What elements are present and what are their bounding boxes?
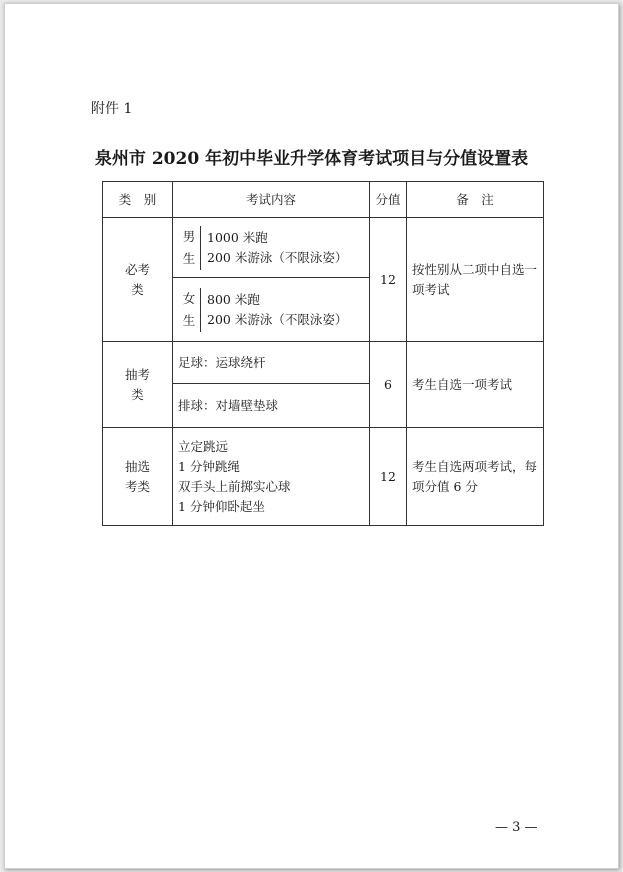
header-content: 考试内容 [173,182,370,218]
exam-table [102,181,544,526]
item-text: 800 米跑 [207,291,260,307]
page-title: 泉州市 2020 年初中毕业升学体育考试项目与分值设置表 [94,149,529,169]
header-remarks: 备 注 [407,182,544,218]
content-football: 足球：运球绕杆 [173,342,370,384]
header-category: 类 别 [103,182,173,218]
item-text: 双手头上前掷实心球 [178,478,291,494]
item-text: 1 分钟仰卧起坐 [178,498,265,514]
content-male [173,218,370,278]
gender-female: 女生 [178,288,201,332]
category-label: 抽选考类 [124,458,150,494]
gender-male: 男生 [178,226,201,270]
remarks-elective: 考生自选两项考试，每项分值 6 分 [407,428,544,526]
category-required [103,218,173,342]
category-label: 必考类 [124,261,150,297]
item-text: 1000 米跑 [207,229,268,245]
item-text: 立定跳远 [178,438,229,454]
remarks-required: 按性别从二项中自选一项考试 [407,218,544,342]
item-text: 200 米游泳（不限泳姿） [207,249,348,265]
table-row [103,218,544,278]
category-label: 抽考类 [124,366,150,402]
category-random [103,342,173,428]
score-required: 12 [370,218,407,342]
remarks-random: 考生自选一项考试 [407,342,544,428]
score-elective: 12 [370,428,407,526]
category-elective [103,428,173,526]
document-page [4,3,619,869]
content-volleyball: 排球：对墙壁垫球 [173,384,370,428]
content-female [173,278,370,342]
content-elective [173,428,370,526]
table-row [103,342,544,384]
score-random: 6 [370,342,407,428]
item-text: 1 分钟跳绳 [178,458,240,474]
item-text: 200 米游泳（不限泳姿） [207,311,348,327]
table-header-row [103,182,544,218]
attachment-label: 附件 1 [91,101,133,117]
page-number: — 3 — [495,820,538,835]
header-score: 分值 [370,182,407,218]
table-row [103,428,544,526]
